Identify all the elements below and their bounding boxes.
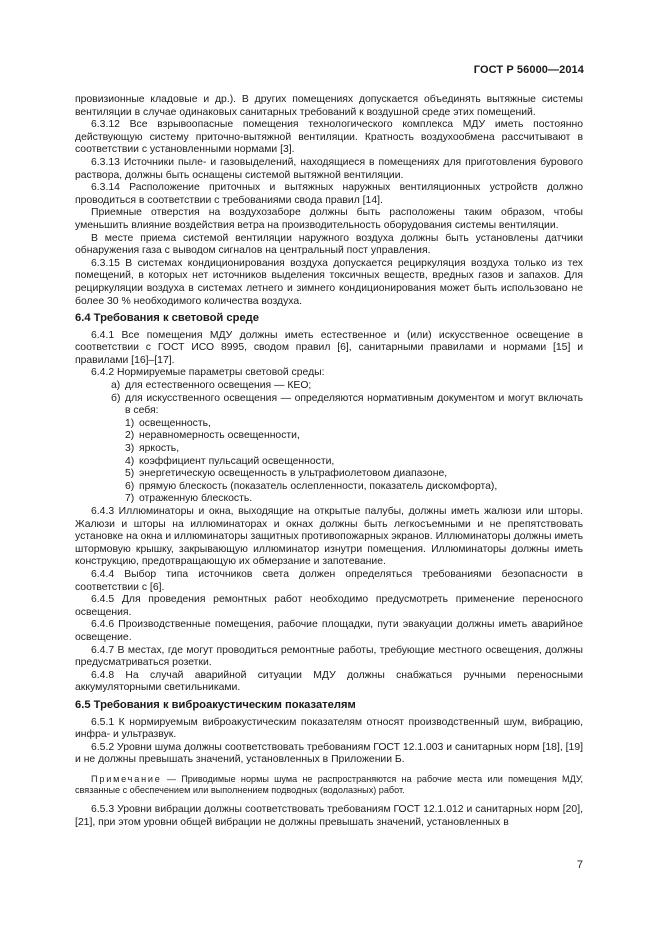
list-marker: 3)	[125, 443, 135, 455]
list-item	[75, 481, 583, 494]
list-text: для искусственного освещения — определяются нормативным документом и могут включать в себя:	[125, 392, 583, 417]
paragraph-6-3-14: 6.3.14 Расположение приточных и вытяжных наружных вентиляционных устройств должно проводиться в соответствии с требованиями свода правил [14].	[75, 182, 583, 206]
paragraph-6-4-1: 6.4.1 Все помещения МДУ должны иметь естественное и (или) искусственное освещение в соответствии с ГОСТ ИСО 8995, сводом правил [6], санитарными правилами и нормами [15] и правилами [16]–[17].	[75, 329, 583, 366]
paragraph-6-3-15: 6.3.15 В системах кондиционирования воздуха допускается рециркуляция воздуха только из тех помещений, в которых нет источников выделения токсичных веществ, вредных газов и запахов. Для рециркуляции воздуха в системах летнего и зимнего кондиционирования может быть использовано не более 30 % необходимого количества воздуха.	[75, 257, 583, 307]
paragraph-6-4-6: 6.4.6 Производственные помещения, рабочие площадки, пути эвакуации должны иметь аварийное освещение.	[75, 619, 583, 643]
list-item	[75, 418, 583, 431]
list-text: неравномерность освещенности,	[139, 430, 300, 442]
list-item	[75, 443, 583, 456]
page-number: 7	[576, 859, 583, 871]
list-text: энергетическую освещенность в ультрафиолетовом диапазоне,	[139, 468, 448, 480]
list-item	[75, 393, 583, 418]
paragraph-6-5-3: 6.5.3 Уровни вибрации должны соответствовать требованиям ГОСТ 12.1.012 и санитарных норм [20], [21], при этом уровни общей вибрации не должны превышать значений, установленных в	[75, 804, 583, 828]
paragraph-6-4-8: 6.4.8 На случай аварийной ситуации МДУ должны снабжаться ручными переносными аккумуляторными светильниками.	[75, 669, 583, 694]
document-header: ГОСТ Р 56000—2014	[473, 64, 584, 76]
paragraph-6-4-2: 6.4.2 Нормируемые параметры световой среды:	[91, 367, 325, 379]
paragraph-6-4-7: 6.4.7 В местах, где могут проводиться ремонтные работы, требующие местного освещения, должны предусматриваться розетки.	[75, 644, 583, 669]
section-heading-6-4: 6.4 Требования к световой среде	[75, 312, 259, 325]
list-item	[75, 468, 583, 481]
list-item	[75, 380, 583, 393]
document-body	[75, 94, 583, 829]
list-text: прямую блескость (показатель ослепленности, показатель дискомфорта),	[139, 480, 498, 492]
note-label: Примечание	[91, 773, 162, 784]
note-text: — Приводимые нормы шума не распространяются на рабочие места или помещения МДУ, связанные с обеспечением или выполнением подводных (водолазных) работ.	[75, 773, 583, 796]
list-marker: 7)	[125, 493, 135, 505]
note	[75, 774, 583, 797]
list-text: отраженную блескость.	[139, 493, 253, 505]
list-marker: 1)	[125, 417, 135, 429]
list-text: яркость,	[139, 443, 180, 455]
list-marker: 5)	[125, 468, 135, 480]
list-text: для естественного освещения — КЕО;	[125, 380, 312, 392]
list-marker: 6)	[125, 480, 135, 492]
list-text: освещенность,	[139, 417, 211, 429]
list-item	[75, 456, 583, 469]
paragraph-6-5-1: 6.5.1 К нормируемым виброакустическим показателям относят производственный шум, вибрацию, инфра- и ультразвук.	[75, 716, 583, 741]
list-marker: а)	[111, 380, 121, 392]
paragraph-6-4-4: 6.4.4 Выбор типа источников света должен определяться требованиями безопасности в соответствии с [6].	[75, 568, 583, 593]
list-marker: б)	[111, 392, 121, 404]
paragraph-6-4-5: 6.4.5 Для проведения ремонтных работ необходимо предусмотреть применение переносного освещения.	[75, 594, 583, 618]
paragraph-air-intake: Приемные отверстия на воздухозаборе должны быть расположены таким образом, чтобы уменьшить влияние воздействия ветра на производительность оборудования системы вентиляции.	[75, 207, 583, 231]
paragraph-6-5-2: 6.5.2 Уровни шума должны соответствовать требованиям ГОСТ 12.1.003 и санитарных норм [18], [19] и не должны превышать значений, установленных в Приложении Б.	[75, 741, 583, 766]
paragraph-continuation: провизионные кладовые и др.). В других помещениях допускается объединять вытяжные системы вентиляции в случае одинаковых санитарных требований к воздушной среде этих помещений.	[75, 94, 583, 118]
list-item	[75, 430, 583, 443]
list-marker: 4)	[125, 455, 135, 467]
section-heading-6-5: 6.5 Требования к виброакустическим показателям	[75, 698, 356, 711]
paragraph-6-3-13: 6.3.13 Источники пыле- и газовыделений, находящиеся в помещениях для приготовления бурового раствора, должны быть оснащены системой вытяжной вентиляции.	[75, 156, 583, 181]
list-marker: 2)	[125, 430, 135, 442]
paragraph-6-3-12: 6.3.12 Все взрывоопасные помещения технологического комплекса МДУ иметь постоянно действующую систему приточно-вытяжной вентиляции. Кратность воздухообмена рассчитывают в соответствии с установленными нормами [3].	[75, 119, 583, 156]
list-item	[75, 493, 583, 506]
list-text: коэффициент пульсаций освещенности,	[139, 455, 335, 467]
paragraph-6-4-3: 6.4.3 Иллюминаторы и окна, выходящие на открытые палубы, должны иметь жалюзи или шторы. Жалюзи и шторы на иллюминаторах и окнах должны быть легкосъемными и не препятствовать установке на окна и иллюминаторы защитных противопожарных экранов. Иллюминаторы должны иметь штормовую крышку, закрывающую иллюминатор изнутри помещения. Иллюминаторы должны иметь конструкцию, предотвращающую их обмерзание и запотевание.	[75, 506, 583, 568]
paragraph-gas-sensors: В месте приема системой вентиляции наружного воздуха должны быть установлены датчики обнаружения газа с выводом сигналов на центральный пост управления.	[75, 232, 583, 257]
